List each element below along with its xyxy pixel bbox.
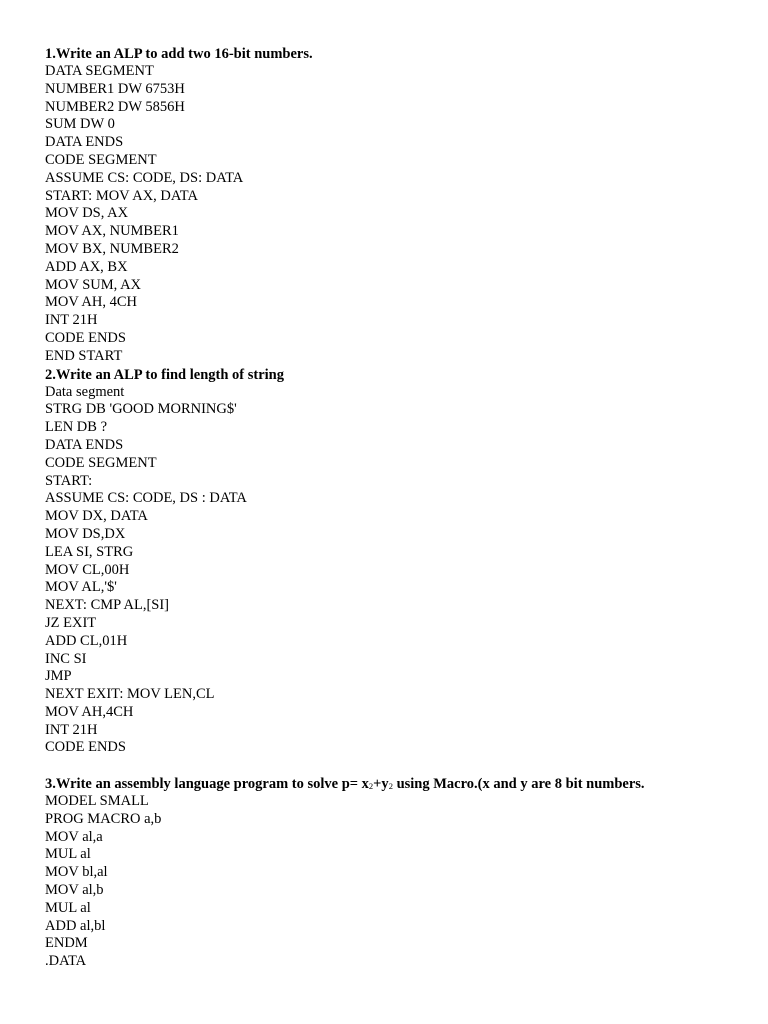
code-line: LEN DB ? bbox=[45, 419, 108, 436]
code-line: DATA ENDS bbox=[45, 134, 124, 151]
code-line: NEXT EXIT: MOV LEN,CL bbox=[45, 686, 215, 703]
section-3-heading bbox=[45, 775, 728, 793]
section-1-code bbox=[45, 63, 728, 366]
code-line: ADD AX, BX bbox=[45, 258, 128, 275]
code-line: ENDM bbox=[45, 935, 88, 952]
exponent-y: 2 bbox=[388, 781, 393, 792]
code-line: PROG MACRO a,b bbox=[45, 810, 162, 827]
blank-line bbox=[45, 757, 728, 775]
code-line: ADD al,bl bbox=[45, 917, 106, 934]
code-line: MOV DS, AX bbox=[45, 205, 129, 222]
section-1 bbox=[45, 45, 728, 366]
code-line: NUMBER2 DW 5856H bbox=[45, 98, 185, 115]
code-line: MODEL SMALL bbox=[45, 793, 149, 810]
code-line: MOV AX, NUMBER1 bbox=[45, 223, 179, 240]
section-1-heading: 1.Write an ALP to add two 16-bit numbers. bbox=[45, 46, 313, 62]
code-line: END START bbox=[45, 347, 123, 364]
section-3-code bbox=[45, 793, 728, 971]
code-line: MOV CL,00H bbox=[45, 561, 130, 578]
code-line: Data segment bbox=[45, 383, 125, 400]
code-line: LEA SI, STRG bbox=[45, 543, 134, 560]
code-line: MOV al,a bbox=[45, 828, 103, 845]
section-3-heading-text: 3.Write an assembly language program to solve p= x bbox=[45, 776, 369, 793]
code-line: CODE SEGMENT bbox=[45, 454, 157, 471]
code-line: MOV AL,'$' bbox=[45, 579, 117, 596]
code-line: CODE ENDS bbox=[45, 329, 126, 346]
code-line: CODE SEGMENT bbox=[45, 151, 157, 168]
section-3-heading-text: using Macro.(x and y are 8 bit numbers. bbox=[392, 776, 645, 793]
code-line: STRG DB 'GOOD MORNING$' bbox=[45, 401, 237, 418]
code-line: ADD CL,01H bbox=[45, 632, 128, 649]
code-line: INT 21H bbox=[45, 721, 98, 738]
code-line: MUL al bbox=[45, 899, 91, 916]
code-line: ASSUME CS: CODE, DS : DATA bbox=[45, 490, 247, 507]
section-2-heading: 2.Write an ALP to find length of string bbox=[45, 366, 284, 383]
code-line: .DATA bbox=[45, 953, 87, 970]
code-line: MOV AH, 4CH bbox=[45, 294, 137, 311]
code-line: MOV AH,4CH bbox=[45, 703, 134, 720]
code-line: JZ EXIT bbox=[45, 614, 97, 631]
code-line: MOV SUM, AX bbox=[45, 276, 142, 293]
code-line: DATA ENDS bbox=[45, 436, 124, 453]
section-3 bbox=[45, 775, 728, 971]
code-line: NEXT: CMP AL,[SI] bbox=[45, 597, 170, 614]
section-2 bbox=[45, 366, 728, 758]
code-line: INC SI bbox=[45, 650, 87, 667]
code-line: DATA SEGMENT bbox=[45, 63, 154, 79]
code-line: JMP bbox=[45, 668, 72, 685]
section-2-code bbox=[45, 384, 728, 758]
code-line: ASSUME CS: CODE, DS: DATA bbox=[45, 169, 244, 186]
section-3-heading-text: +y bbox=[373, 776, 389, 793]
exponent-x: 2 bbox=[368, 781, 374, 792]
code-line: MUL al bbox=[45, 846, 91, 863]
code-line: START: MOV AX, DATA bbox=[45, 187, 198, 204]
code-line: INT 21H bbox=[45, 312, 98, 329]
code-line: CODE ENDS bbox=[45, 739, 126, 756]
code-line: NUMBER1 DW 6753H bbox=[45, 80, 185, 97]
code-line: MOV DS,DX bbox=[45, 525, 126, 542]
code-line: MOV DX, DATA bbox=[45, 508, 148, 525]
code-line: MOV bl,al bbox=[45, 864, 108, 881]
code-line: SUM DW 0 bbox=[45, 116, 115, 133]
code-line: START: bbox=[45, 472, 93, 489]
code-line: MOV al,b bbox=[45, 882, 104, 899]
code-line: MOV BX, NUMBER2 bbox=[45, 240, 179, 257]
